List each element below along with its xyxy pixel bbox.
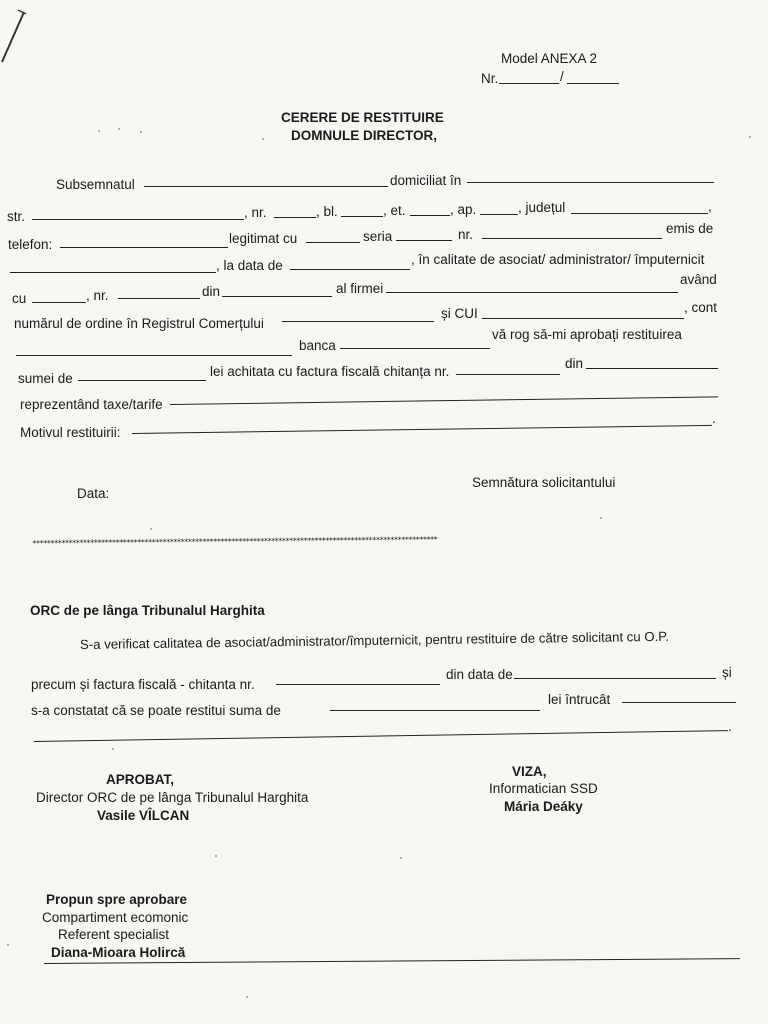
phone-field[interactable] (60, 247, 228, 248)
nr-label-2: , nr. (244, 205, 267, 220)
issued-by-field[interactable] (10, 272, 216, 273)
director-role: Director ORC de pe lânga Tribunalul Harghita (36, 790, 309, 805)
avand-label: având (680, 272, 717, 287)
subsemnatul-label: Subsemnatul (56, 177, 135, 192)
scan-speck (246, 996, 248, 998)
nr-label: Nr. (481, 71, 499, 86)
scan-speck (112, 748, 114, 750)
county-field[interactable] (571, 213, 708, 214)
scan-speck (215, 855, 217, 857)
si-label: și (722, 665, 732, 680)
scan-artifact (0, 0, 40, 70)
id-number-field[interactable] (482, 238, 662, 239)
nr-blank-2[interactable] (567, 83, 619, 84)
separator-stars: **************************************************************************************************************** (31, 535, 438, 548)
mandate-number-field[interactable] (118, 298, 200, 299)
issue-date-field[interactable] (290, 269, 410, 270)
invoice-number-field[interactable] (456, 374, 560, 375)
amount-field[interactable] (78, 380, 206, 381)
cui-label: și CUI (441, 306, 478, 321)
id-type-field[interactable] (306, 242, 360, 243)
domiciliu-field[interactable] (467, 182, 714, 183)
receipt-date-field[interactable] (514, 678, 716, 679)
signature-label: Semnătura solicitantului (472, 475, 616, 490)
propun-name: Diana-Mioara Holircă (51, 945, 186, 960)
informatician-role: Informatician SSD (489, 781, 598, 796)
seria-label: seria (363, 229, 393, 244)
scan-speck (150, 528, 152, 530)
calitate-label: , în calitate de asociat/ administrator/ împuternicit (411, 252, 705, 267)
request-text: vă rog să-mi aprobați restituirea (492, 327, 682, 342)
invoice-din-label: din (565, 356, 584, 371)
sumei-label: sumei de (18, 371, 73, 386)
section2-period: . (728, 719, 732, 734)
al-firmei-label: al firmei (336, 281, 384, 296)
block-field[interactable] (341, 216, 383, 217)
scan-speck (118, 128, 120, 130)
street-number-field[interactable] (274, 217, 316, 218)
registru-label: numărul de ordine în Registrul Comerțului (14, 316, 264, 331)
mandate-nr-label: , nr. (86, 288, 109, 303)
cui-field[interactable] (482, 318, 684, 319)
cont-label: , cont (684, 300, 718, 315)
orc-title: ORC de pe lânga Tribunalul Harghita (30, 603, 265, 618)
scan-speck (262, 138, 264, 140)
telefon-label: telefon: (8, 237, 53, 252)
et-label: , et. (383, 203, 406, 218)
reason-field[interactable] (132, 425, 712, 434)
bl-label: , bl. (316, 204, 338, 219)
precum-label: precum și factura fiscală - chitanta nr. (31, 677, 255, 692)
aprobat-label: APROBAT, (106, 772, 175, 787)
registry-number-field[interactable] (282, 321, 434, 322)
cu-label: cu (12, 291, 27, 306)
nr-blank-1[interactable] (499, 83, 559, 84)
invoice-label: lei achitata cu factura fiscală chitanța nr. (210, 364, 450, 379)
restitution-reason-field[interactable] (622, 702, 736, 703)
constatat-label: s-a constatat că se poate restitui suma de (31, 703, 281, 718)
receipt-number-field[interactable] (276, 684, 440, 685)
propun-label: Propun spre aprobare (46, 892, 188, 907)
legitimat-label: legitimat cu (229, 231, 298, 246)
street-field[interactable] (32, 219, 244, 220)
verification-text: S-a verificat calitatea de asociat/administrator/împuternicit, pentru restituire de către solicitant cu O.P. (79, 628, 670, 652)
form-title: CERERE DE RESTITUIRE (281, 110, 444, 125)
name-field[interactable] (144, 186, 388, 187)
propun-role: Referent specialist (58, 927, 170, 942)
din-label: din (202, 284, 221, 299)
propun-dept: Compartiment ecomonic (42, 910, 189, 925)
company-field[interactable] (386, 292, 678, 293)
domiciliat-label: domiciliat în (390, 173, 462, 188)
invoice-date-field[interactable] (586, 368, 718, 369)
nr-separator: / (560, 69, 564, 84)
bank-field[interactable] (340, 348, 490, 349)
scan-speck (600, 517, 602, 519)
mandate-type-field[interactable] (32, 302, 86, 303)
str-label: str. (7, 209, 26, 224)
ap-label: , ap. (450, 202, 477, 217)
director-name: Vasile VÎLCAN (97, 808, 190, 823)
fees-field[interactable] (170, 396, 718, 405)
id-nr-label: nr. (458, 227, 474, 242)
model-annex-label: Model ANEXA 2 (501, 51, 598, 66)
restitution-reason-line-2[interactable] (34, 730, 728, 742)
emis-label: emis de (666, 221, 714, 236)
restitution-amount-field[interactable] (330, 710, 540, 711)
scan-speck (140, 131, 142, 133)
intrucat-label: lei întrucât (548, 692, 611, 707)
floor-field[interactable] (410, 215, 450, 216)
banca-label: banca (299, 338, 336, 353)
id-series-field[interactable] (396, 240, 452, 241)
motiv-label: Motivul restituirii: (20, 425, 121, 440)
informatician-name: Mária Deáky (504, 799, 583, 814)
scan-speck (749, 136, 751, 138)
account-field[interactable] (16, 355, 292, 356)
mandate-date-field[interactable] (222, 296, 332, 297)
la-data-label: , la data de (216, 258, 283, 273)
scan-speck (400, 857, 402, 859)
scan-speck (7, 944, 9, 946)
comma-mark: , (708, 199, 712, 214)
taxe-label: reprezentând taxe/tarife (20, 397, 163, 412)
viza-label: VIZA, (512, 764, 547, 779)
apartment-field[interactable] (480, 214, 518, 215)
scan-speck (98, 130, 100, 132)
judetul-label: , județul (518, 200, 566, 215)
data-label: Data: (77, 486, 110, 501)
din-data-label: din data de (446, 667, 513, 682)
form-salutation: DOMNULE DIRECTOR, (291, 128, 438, 143)
reason-period: . (712, 411, 716, 426)
